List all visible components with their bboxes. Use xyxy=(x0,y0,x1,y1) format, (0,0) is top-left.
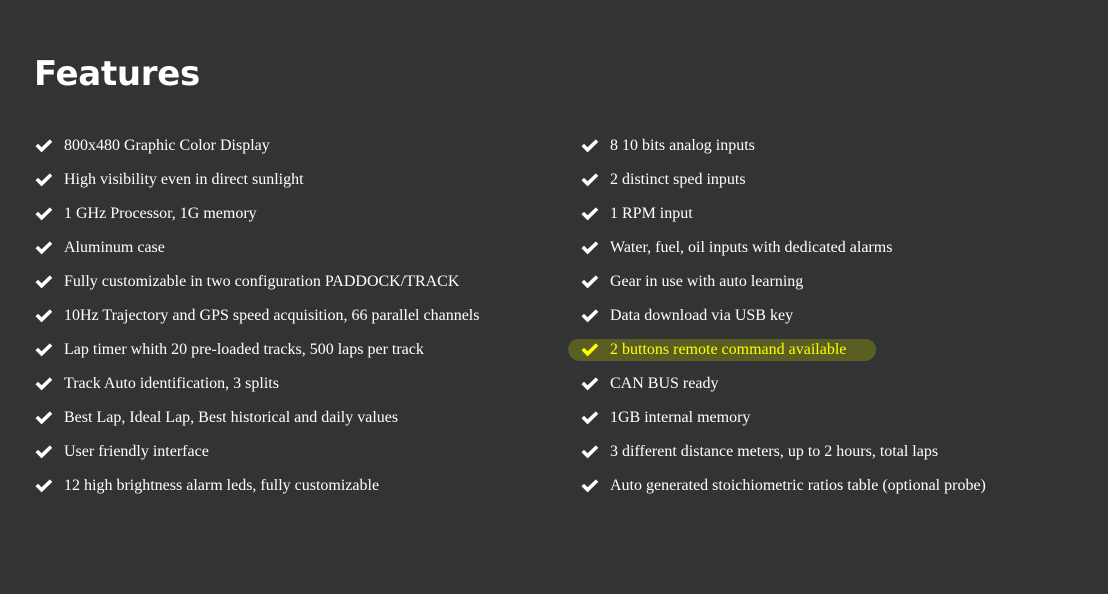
feature-label: Aluminum case xyxy=(64,239,165,256)
feature-item xyxy=(34,265,564,299)
feature-label: 1 RPM input xyxy=(610,205,693,222)
check-icon xyxy=(581,275,599,289)
feature-item xyxy=(34,163,564,197)
feature-label: Water, fuel, oil inputs with dedicated alarms xyxy=(610,239,893,256)
check-icon xyxy=(35,173,53,187)
feature-item xyxy=(580,469,1100,503)
check-icon xyxy=(581,241,599,255)
feature-item xyxy=(580,129,1100,163)
feature-item-highlighted xyxy=(580,333,1100,367)
check-icon xyxy=(35,377,53,391)
feature-label: Auto generated stoichiometric ratios table (optional probe) xyxy=(610,477,986,494)
check-icon xyxy=(581,139,599,153)
feature-item xyxy=(580,299,1100,333)
check-icon xyxy=(35,275,53,289)
check-icon xyxy=(35,445,53,459)
feature-label: 1GB internal memory xyxy=(610,409,751,426)
check-icon xyxy=(35,343,53,357)
feature-label: 3 different distance meters, up to 2 hours, total laps xyxy=(610,443,939,460)
check-icon xyxy=(35,309,53,323)
feature-item xyxy=(580,265,1100,299)
feature-item xyxy=(580,367,1100,401)
check-icon xyxy=(35,241,53,255)
feature-label: 10Hz Trajectory and GPS speed acquisition, 66 parallel channels xyxy=(64,307,480,324)
feature-item xyxy=(34,231,564,265)
page-title: Features xyxy=(34,54,200,94)
feature-label: Lap timer whith 20 pre-loaded tracks, 500 laps per track xyxy=(64,341,424,358)
feature-item xyxy=(34,299,564,333)
feature-label: Data download via USB key xyxy=(610,307,794,324)
feature-label: User friendly interface xyxy=(64,443,209,460)
feature-item xyxy=(580,435,1100,469)
feature-item xyxy=(34,469,564,503)
feature-label: 800x480 Graphic Color Display xyxy=(64,137,270,154)
check-icon xyxy=(581,173,599,187)
check-icon xyxy=(581,343,599,357)
check-icon xyxy=(581,309,599,323)
check-icon xyxy=(581,207,599,221)
feature-item xyxy=(580,231,1100,265)
feature-item xyxy=(34,367,564,401)
feature-label: CAN BUS ready xyxy=(610,375,719,392)
check-icon xyxy=(35,207,53,221)
features-list-right xyxy=(580,129,1100,503)
feature-label: High visibility even in direct sunlight xyxy=(64,171,304,188)
feature-label: Best Lap, Ideal Lap, Best historical and daily values xyxy=(64,409,399,426)
feature-item xyxy=(34,401,564,435)
check-icon xyxy=(35,479,53,493)
check-icon xyxy=(581,411,599,425)
feature-item xyxy=(34,197,564,231)
feature-item xyxy=(34,333,564,367)
check-icon xyxy=(581,377,599,391)
check-icon xyxy=(581,445,599,459)
features-list-left xyxy=(34,129,564,503)
feature-label: Gear in use with auto learning xyxy=(610,273,804,290)
check-icon xyxy=(35,411,53,425)
check-icon xyxy=(35,139,53,153)
feature-item xyxy=(34,129,564,163)
feature-item xyxy=(34,435,564,469)
feature-item xyxy=(580,163,1100,197)
feature-label: 1 GHz Processor, 1G memory xyxy=(64,205,257,222)
feature-label: Track Auto identification, 3 splits xyxy=(64,375,279,392)
feature-item xyxy=(580,401,1100,435)
feature-item xyxy=(580,197,1100,231)
feature-label: Fully customizable in two configuration PADDOCK/TRACK xyxy=(64,273,460,290)
feature-label: 2 buttons remote command available xyxy=(610,341,847,358)
check-icon xyxy=(581,479,599,493)
feature-label: 12 high brightness alarm leds, fully customizable xyxy=(64,477,380,494)
feature-label: 8 10 bits analog inputs xyxy=(610,137,755,154)
feature-label: 2 distinct sped inputs xyxy=(610,171,746,188)
